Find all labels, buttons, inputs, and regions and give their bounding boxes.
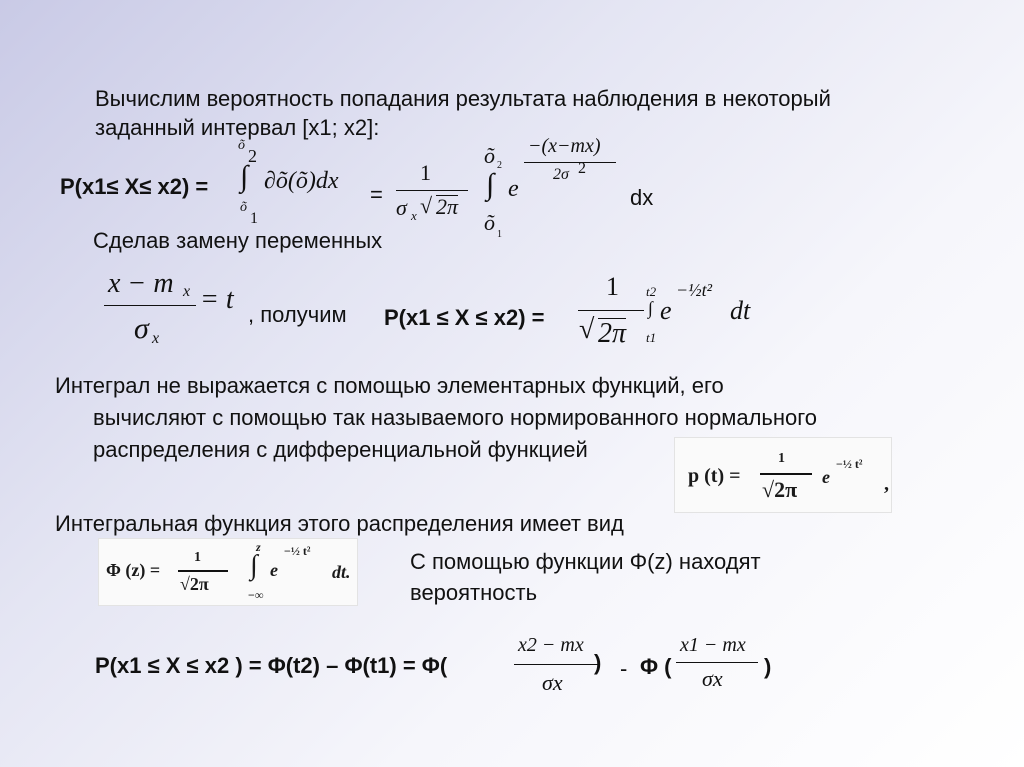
pdf-comma: , (884, 473, 889, 495)
final-lhs: P(x1 ≤ X ≤ x2 ) = Φ(t2) – Φ(t1) = Φ( (95, 653, 448, 678)
eq1-frac-num: 1 (420, 160, 431, 185)
para1-line-2: вычисляют с помощью так называемого нормированного нормального (93, 405, 818, 430)
para2: Интегральная функция этого распределения имеет вид (55, 511, 624, 536)
eq1-int2-upper: õ (484, 143, 495, 168)
eq2-e: e (660, 296, 672, 325)
cdf-lower: −∞ (248, 588, 264, 602)
final-close-2: ) (764, 654, 772, 679)
eq1-frac-den-root: 2π (436, 194, 459, 219)
eq1-e: e (508, 176, 519, 202)
eq1-lhs: P(x1≤ X≤ x2) = (60, 174, 209, 199)
pdf-frac-bar (760, 473, 812, 475)
final-phi-2: Φ ( (640, 654, 672, 679)
final-frac2-num: x1 − mx (680, 634, 746, 656)
eq2-frac-num: 1 (606, 272, 619, 301)
eq1-int2-sign: ∫ (486, 168, 495, 201)
pdf-num: 1 (778, 451, 785, 466)
eq1-upper-limit: õ (238, 138, 245, 153)
para3-line-1: С помощью функции Φ(z) находят (410, 549, 761, 574)
eq2-upper: t2 (646, 284, 657, 299)
eq2-frac-bar (104, 305, 196, 306)
eq2-num: x − m (108, 268, 174, 299)
eq1-exp-num: −(x−mx) (528, 135, 601, 157)
eq1-frac-den-sub: x (411, 208, 417, 223)
eq2-dt: dt (730, 296, 751, 325)
intro-line-2: заданный интервал [x1; x2]: (95, 115, 380, 140)
substitution-text: Сделав замену переменных (93, 228, 383, 253)
eq1-int2-upper-idx: 2 (497, 160, 502, 171)
cdf-num: 1 (194, 550, 201, 565)
cdf-dt: dt. (332, 562, 351, 582)
final-frac2-bar (676, 662, 758, 663)
cdf-formula-image (98, 538, 358, 606)
cdf-upper: z (256, 540, 261, 554)
final-minus: - (620, 656, 628, 681)
eq1-exp-den: 2σ (553, 166, 569, 183)
cdf-frac-bar (178, 570, 228, 572)
eq2-rhs: = t (200, 284, 234, 315)
pdf-den: √2π (762, 477, 798, 502)
pdf-lhs: p (t) = (688, 465, 741, 487)
eq2-lower: t1 (646, 330, 657, 345)
eq1-int2-lower: õ (484, 210, 495, 235)
eq2-lhs: P(x1 ≤ X ≤ x2) = (384, 305, 545, 330)
eq2-frac-bar-2 (578, 310, 644, 311)
eq1-lower-idx: 1 (250, 210, 258, 227)
para1-line-1: Интеграл не выражается с помощью элементарных функций, его (55, 373, 724, 398)
eq2-exp: −½t² (676, 280, 713, 300)
cdf-integral-sign: ∫ (250, 550, 258, 581)
eq1-dx: dx (630, 185, 654, 210)
cdf-lhs: Φ (z) = (106, 560, 161, 580)
eq2-integral-sign: ∫ (648, 298, 653, 318)
eq1-frac-den-sigma: σ (396, 195, 407, 220)
eq1-sqrt-sign: √ (420, 193, 433, 218)
eq1-exp-den-pow: 2 (578, 160, 586, 177)
final-close-1: ) (594, 650, 602, 675)
eq2-num-sub: x (183, 283, 191, 300)
eq2-received: , получим (248, 302, 347, 327)
eq1-upper-idx: 2 (248, 146, 257, 166)
eq1-frac-bar (396, 190, 468, 191)
eq2-sqrt-sign: √ (579, 314, 595, 345)
final-frac1-den: σx (542, 670, 563, 695)
intro-line-1: Вычислим вероятность попадания результата наблюдения в некоторый (95, 86, 831, 111)
eq1-exp-bar (524, 162, 616, 163)
pdf-formula-image (674, 437, 892, 513)
pdf-e: e (822, 467, 830, 487)
cdf-exp: −½ t² (284, 544, 311, 558)
final-frac1-bar (514, 664, 598, 665)
pdf-exp: −½ t² (836, 457, 863, 471)
eq2-den-sub: x (152, 330, 160, 347)
cdf-den: √2π (180, 574, 209, 594)
final-frac2-den: σx (702, 666, 723, 691)
eq1-lower-limit: õ (240, 200, 247, 215)
eq1-equals: = (370, 182, 383, 207)
para3-line-2: вероятность (410, 580, 538, 605)
para1-line-3: распределения с дифференциальной функцией (93, 437, 588, 462)
final-frac1-num: x2 − mx (518, 634, 584, 656)
eq1-integrand: ∂õ(õ)dx (264, 168, 339, 194)
eq2-den: σ (134, 312, 149, 345)
cdf-e: e (270, 560, 278, 580)
eq1-integral-sign: ∫ (240, 160, 249, 193)
eq1-int2-lower-idx: 1 (497, 229, 502, 240)
eq2-frac-den: 2π (598, 318, 627, 349)
